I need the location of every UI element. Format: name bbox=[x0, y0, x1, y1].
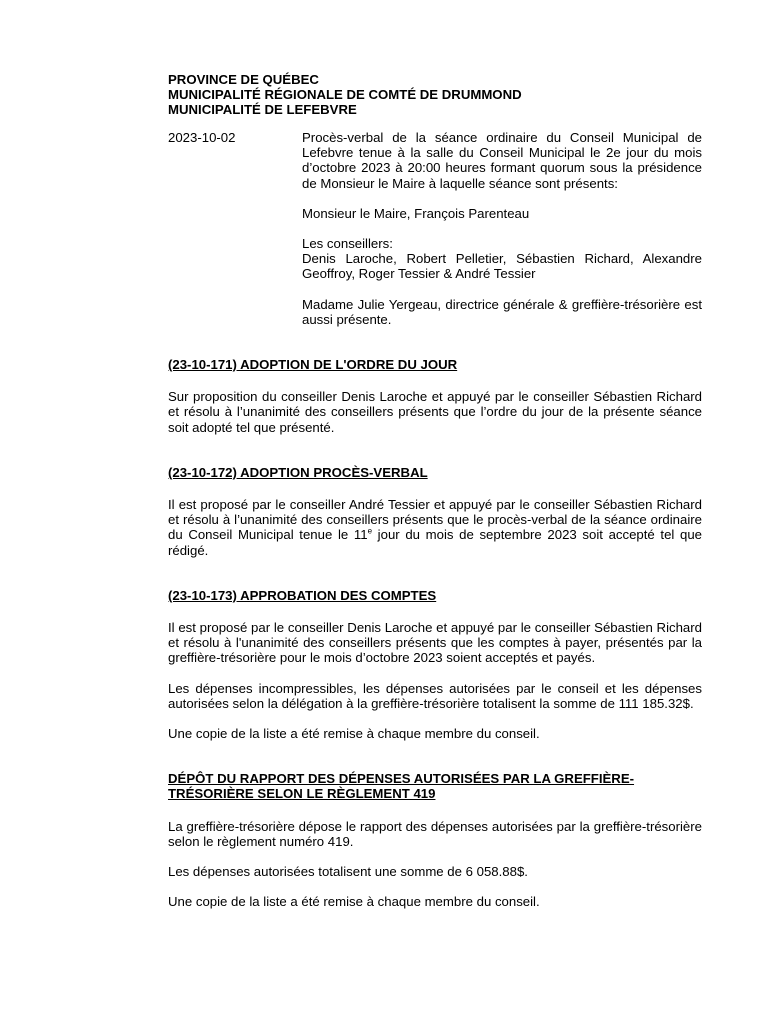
section-173-paragraph-3: Une copie de la liste a été remise à chaque membre du conseil. bbox=[168, 726, 540, 742]
director-line: Madame Julie Yergeau, directrice générale & greffière-trésorière est aussi présente. bbox=[302, 296, 702, 327]
councillors-names: Denis Laroche, Robert Pelletier, Sébastien Richard, Alexandre Geoffroy, Roger Tessier & André Tessier bbox=[302, 251, 702, 282]
section-171-paragraph: Sur proposition du conseiller Denis Laroche et appuyé par le conseiller Sébastien Richard et résolu à l’unanimité des conseillers présents que l’ordre du jour de la présente séance soit adopté tel que présenté. bbox=[168, 389, 702, 435]
intro-paragraph: Procès-verbal de la séance ordinaire du Conseil Municipal de Lefebvre tenue à la salle du Conseil Municipal le 2e jour du mois d’octobre 2023 à 20:00 heures formant quorum sous la présidence de Monsieur le Maire à laquelle séance sont présents: bbox=[302, 130, 702, 191]
section-173-paragraph-1: Il est proposé par le conseiller Denis Laroche et appuyé par le conseiller Sébastien Richard et résolu à l'unanimité des conseillers présents que les comptes à payer, présentés par la greffière-trésorière pour le mois d’octobre 2023 soient acceptés et payés. bbox=[168, 620, 702, 666]
section-172-text-a: Il est proposé par le conseiller André Tessier et appuyé par le conseiller Sébastien Richard et résolu à l’unanimité des conseillers présents que le procès-verbal de la séance ordinaire du Conseil Municipal tenue le 11 bbox=[168, 497, 702, 543]
depot-paragraph-1: La greffière-trésorière dépose le rapport des dépenses autorisées par la greffière-trésorière selon le règlement numéro 419. bbox=[168, 818, 702, 849]
header-mrc: MUNICIPALITÉ RÉGIONALE DE COMTÉ DE DRUMMOND bbox=[168, 87, 522, 102]
intro-block bbox=[168, 130, 702, 327]
document-page bbox=[168, 72, 702, 910]
section-172-paragraph bbox=[168, 497, 702, 558]
header-province: PROVINCE DE QUÉBEC bbox=[168, 72, 319, 87]
header-municipality: MUNICIPALITÉ DE LEFEBVRE bbox=[168, 102, 357, 117]
councillors-block bbox=[302, 236, 702, 282]
depot-paragraph-3: Une copie de la liste a été remise à chaque membre du conseil. bbox=[168, 894, 540, 910]
ordinal-superscript: e bbox=[367, 527, 373, 537]
section-172-text-b: jour du mois de septembre 2023 soit accepté tel que rédigé. bbox=[168, 527, 702, 558]
depot-paragraph-2: Les dépenses autorisées totalisent une somme de 6 058.88$. bbox=[168, 864, 528, 880]
section-title-173: (23-10-173) APPROBATION DES COMPTES bbox=[168, 587, 437, 603]
mayor-line: Monsieur le Maire, François Parenteau bbox=[302, 205, 530, 221]
councillors-label: Les conseillers: bbox=[302, 236, 393, 252]
section-title-depot: DÉPÔT DU RAPPORT DES DÉPENSES AUTORISÉES PAR LA GREFFIÈRE-TRÉSORIÈRE SELON LE RÈGLEMENT 419 bbox=[168, 771, 635, 802]
meeting-date: 2023-10-02 bbox=[168, 130, 236, 145]
section-title-172: (23-10-172) ADOPTION PROCÈS-VERBAL bbox=[168, 464, 428, 480]
section-title-171: (23-10-171) ADOPTION DE L'ORDRE DU JOUR bbox=[168, 357, 458, 373]
intro-body bbox=[302, 130, 702, 327]
section-173-paragraph-2: Les dépenses incompressibles, les dépenses autorisées par le conseil et les dépenses autorisées selon la délégation à la greffière-trésorière totalisent la somme de 111 185.32$. bbox=[168, 680, 702, 711]
